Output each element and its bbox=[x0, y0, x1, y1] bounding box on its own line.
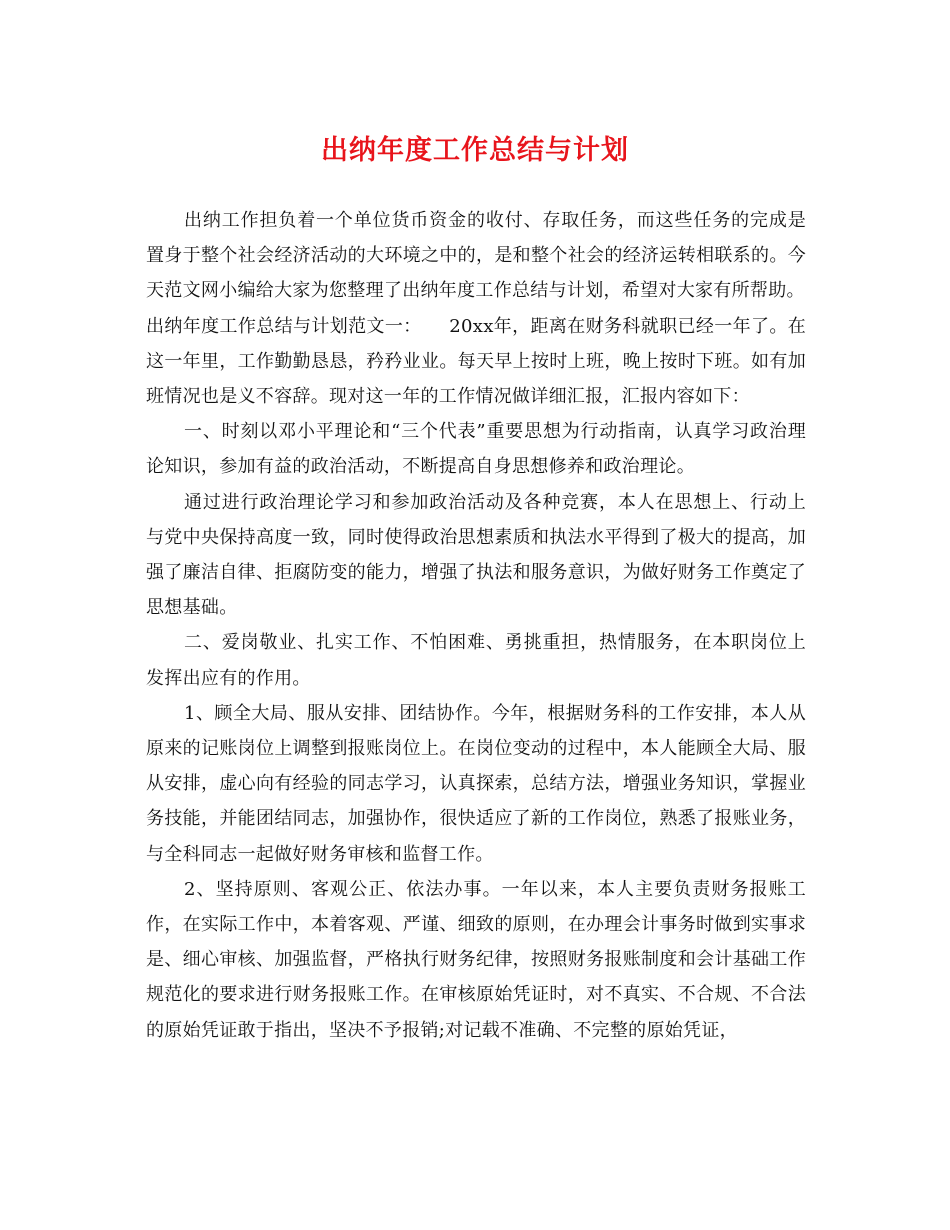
document-body bbox=[146, 203, 806, 1048]
sample-one-opening-paragraph: 出纳年度工作总结与计划范文一： 20xx年，距离在财务科就职已经一年了。在这一年里，工作勤勤恳恳，矜矜业业。每天早上按时上班，晚上按时下班。如有加班情况也是义不容辞。现对这一年的工作情况做详细汇报，汇报内容如下： bbox=[146, 315, 806, 408]
section-two-heading-paragraph: 二、爱岗敬业、扎实工作、不怕困难、勇挑重担，热情服务，在本职岗位上发挥出应有的作用。 bbox=[146, 632, 806, 689]
intro-paragraph: 出纳工作担负着一个单位货币资金的收付、存取任务，而这些任务的完成是置身于整个社会经济活动的大环境之中的，是和整个社会的经济运转相联系的。今天范文网小编给大家为您整理了出纳年度工作总结与计划，希望对大家有所帮助。 bbox=[146, 210, 806, 302]
point-two-paragraph: 2、坚持原则、客观公正、依法办事。一年以来，本人主要负责财务报账工作，在实际工作中，本着客观、严谨、细致的原则，在办理会计事务时做到实事求是、细心审核、加强监督，严格执行财务纪律，按照财务报账制度和会计基础工作规范化的要求进行财务报账工作。在审核原始凭证时，对不真实、不合规、不合法的原始凭证敢于指出，坚决不予报销;对记载不准确、不完整的原始凭证， bbox=[146, 878, 806, 1041]
point-one-paragraph: 1、顾全大局、服从安排、团结协作。今年，根据财务科的工作安排，本人从原来的记账岗位上调整到报账岗位上。在岗位变动的过程中，本人能顾全大局、服从安排，虚心向有经验的同志学习，认真探索，总结方法，增强业务知识，掌握业务技能，并能团结同志，加强协作，很快适应了新的工作岗位，熟悉了报账业务，与全科同志一起做好财务审核和监督工作。 bbox=[146, 702, 806, 865]
document-title: 出纳年度工作总结与计划 bbox=[321, 135, 629, 166]
political-study-paragraph: 通过进行政治理论学习和参加政治活动及各种竞赛，本人在思想上、行动上与党中央保持高度一致，同时使得政治思想素质和执法水平得到了极大的提高，加强了廉洁自律、拒腐防变的能力，增强了执法和服务意识，为做好财务工作奠定了思想基础。 bbox=[146, 491, 806, 619]
section-one-heading-paragraph: 一、时刻以邓小平理论和“三个代表”重要思想为行动指南，认真学习政治理论知识，参加有益的政治活动，不断提高自身思想修养和政治理论。 bbox=[146, 421, 806, 478]
